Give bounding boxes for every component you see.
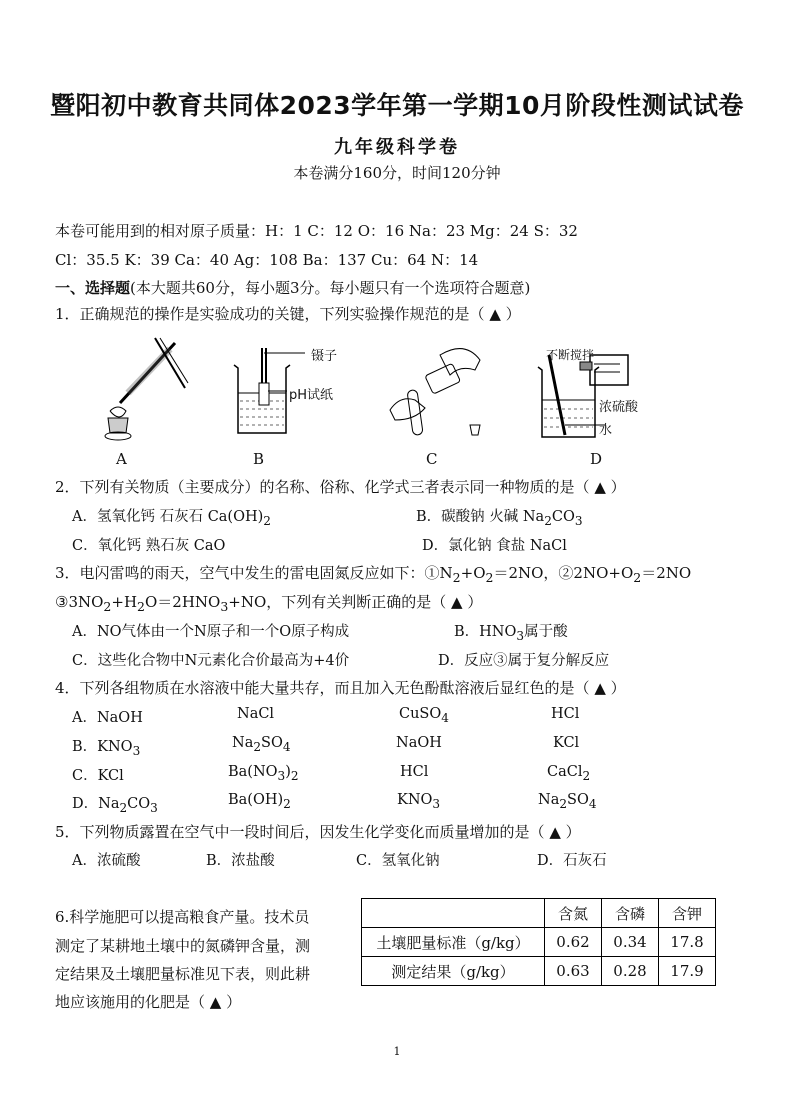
table-cell: 0.28 <box>602 957 659 986</box>
section-heading <box>55 277 530 298</box>
q4-c-col4: CaCl$_2$ <box>547 764 591 783</box>
table-cell: 测定结果（g/kg） <box>362 957 545 986</box>
q4-a-col1: A．NaOH <box>72 710 143 726</box>
q4-d-col2: $Ba(OH)_2$ <box>228 792 291 811</box>
q3-option-d: D．反应③属于复分解反应 <box>438 653 610 669</box>
table-row <box>362 928 716 957</box>
table-cell: 土壤肥量标准（g/kg） <box>362 928 545 957</box>
q2-option-d: D．氯化钠 食盐 NaCl <box>422 538 567 554</box>
table-header-cell: 含磷 <box>602 899 659 928</box>
q4-d-col1: D．$Na_2CO_3$ <box>72 796 158 815</box>
label-water: 水 <box>599 423 613 438</box>
table-cell: 17.9 <box>659 957 716 986</box>
q4-b-col1: B．$KNO_3$ <box>72 739 141 758</box>
table-cell: 17.8 <box>659 928 716 957</box>
question-6-line1: 6.科学施肥可以提高粮食产量。技术员 <box>55 908 310 926</box>
section-heading-bold: 一、选择题 <box>55 279 131 297</box>
q4-d-col4: $Na_2SO_4$ <box>538 792 597 811</box>
q4-a-col2: NaCl <box>237 706 275 722</box>
q4-d-col3: $KNO_3$ <box>397 792 441 811</box>
question-1: 1．正确规范的操作是实验成功的关键，下列实验操作规范的是（ ▲ ） <box>55 305 521 323</box>
atomic-masses-line2: Cl：35.5 K：39 Ca：40 Ag：108 Ba：137 Cu：64 N：14 <box>55 251 479 269</box>
q4-b-col3: NaOH <box>396 735 442 751</box>
q4-c-col2: $Ba(NO_3)_2$ <box>228 764 299 783</box>
q3-option-c: C．这些化合物中N元素化合价最高为+4价 <box>72 653 350 669</box>
table-header-cell <box>362 899 545 928</box>
table-header-cell: 含钾 <box>659 899 716 928</box>
question-6-line2: 测定了某耕地土壤中的氮磷钾含量，测 <box>55 937 311 955</box>
q5-option-c: C．氢氧化钠 <box>356 853 440 869</box>
table-header-row <box>362 899 716 928</box>
q4-c-col3: HCl <box>400 764 429 780</box>
q5-option-d: D．石灰石 <box>537 853 607 869</box>
q4-b-col2: $Na_2SO_4$ <box>232 735 291 754</box>
table-header-cell: 含氮 <box>545 899 602 928</box>
label-ph-paper: pH试纸 <box>289 388 334 403</box>
figure-b-label: B <box>253 450 265 468</box>
q4-c-col1: C．KCl <box>72 768 124 784</box>
question-4: 4．下列各组物质在水溶液中能大量共存，而且加入无色酚酞溶液后显红色的是（ ▲ ） <box>55 679 626 697</box>
q2-option-b: B．碳酸钠 火碱 $Na_2CO_3$ <box>416 509 583 528</box>
q4-a-col3: CuSO$_4$ <box>399 706 449 725</box>
table-cell: 0.34 <box>602 928 659 957</box>
question-3-line1: 3．电闪雷鸣的雨天，空气中发生的雷电固氮反应如下：$①N_2+O_2=2NO$，$②2NO+O_2=2NO$ <box>55 564 692 585</box>
q5-option-a: A．浓硫酸 <box>72 853 141 869</box>
label-stir: 不断搅拌 <box>546 348 595 362</box>
exam-note: 本卷满分160分，时间120分钟 <box>293 164 501 182</box>
figure-a-label: A <box>116 450 127 468</box>
q3-option-a: A．NO气体由一个N原子和一个O原子构成 <box>72 624 350 640</box>
q4-b-col4: KCl <box>553 735 580 751</box>
question-5: 5．下列物质露置在空气中一段时间后，因发生化学变化而质量增加的是（ ▲ ） <box>55 823 581 841</box>
table-cell: 0.62 <box>545 928 602 957</box>
table-cell: 0.63 <box>545 957 602 986</box>
question-2: 2．下列有关物质（主要成分）的名称、俗称、化学式三者表示同一种物质的是（ ▲ ） <box>55 478 626 496</box>
question-3-line2: $③3NO_2+H_2O=2HNO_3+NO$，下列有关判断正确的是（ ▲ ） <box>55 593 483 614</box>
atomic-masses-line1: 本卷可能用到的相对原子质量：H：1 C：12 O：16 Na：23 Mg：24 S：32 <box>55 222 578 240</box>
figure-c-label: C <box>426 450 438 468</box>
label-acid: 浓硫酸 <box>599 400 639 415</box>
q3-option-b: B．$HNO_3$属于酸 <box>454 624 568 643</box>
section-heading-rest: (本大题共60分，每小题3分。每小题只有一个选项符合题意) <box>130 279 531 297</box>
page-number: 1 <box>393 1045 401 1058</box>
exam-subtitle: 九年级科学卷 <box>334 137 460 158</box>
question-6-line3: 定结果及土壤肥量标准见下表，则此耕 <box>55 965 311 983</box>
exam-title: 暨阳初中教育共同体2023学年第一学期10月阶段性测试试卷 <box>50 91 744 120</box>
q2-option-a: A．氢氧化钙 石灰石 $Ca(OH)_2$ <box>72 509 271 528</box>
figure-c-pouring <box>380 340 490 440</box>
q2-option-c: C．氧化钙 熟石灰 CaO <box>72 538 226 554</box>
q4-a-col4: HCl <box>551 706 580 722</box>
fertilizer-table <box>361 898 716 986</box>
table-row <box>362 957 716 986</box>
q5-option-b: B．浓盐酸 <box>206 853 275 869</box>
figure-a-heating <box>100 333 190 443</box>
question-6-line4: 地应该施用的化肥是（ ▲ ） <box>55 993 242 1011</box>
figure-b-beaker-ph <box>230 343 290 438</box>
figure-d-label: D <box>590 450 603 468</box>
label-tweezers: 镊子 <box>311 349 338 364</box>
